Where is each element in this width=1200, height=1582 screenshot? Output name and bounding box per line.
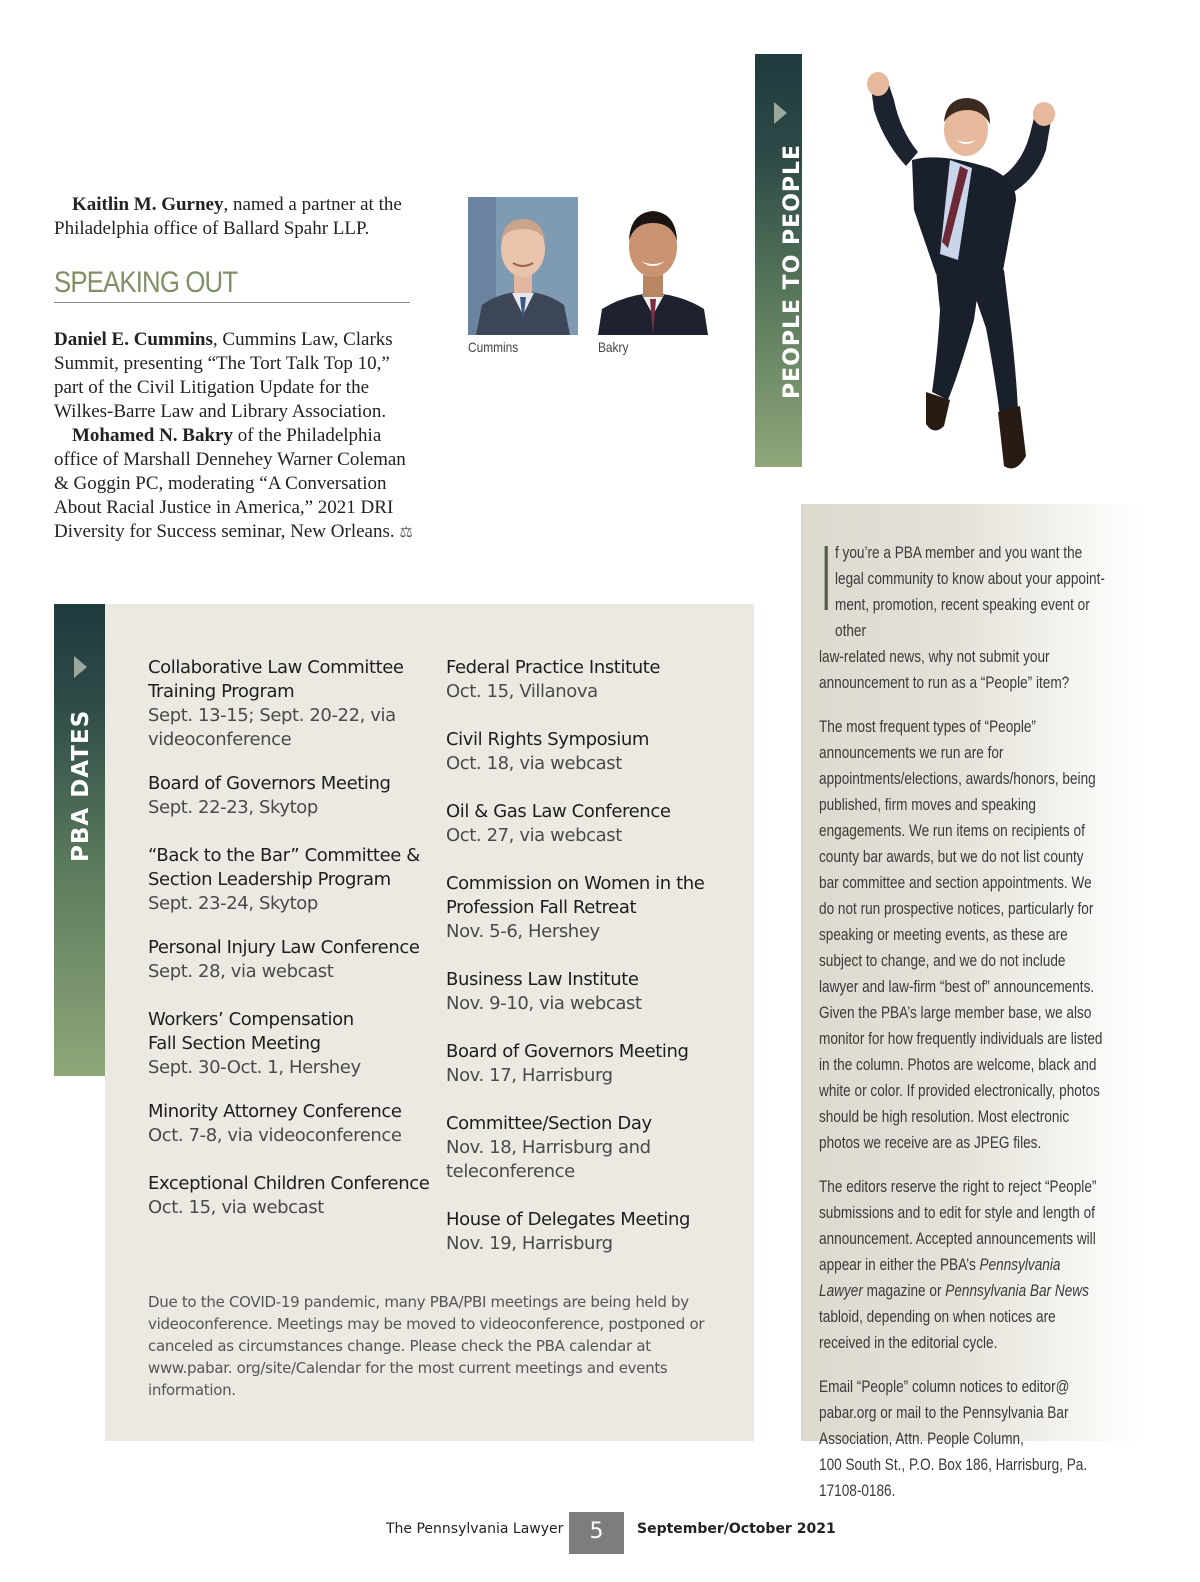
cummins-portrait	[468, 197, 578, 335]
kaitlin-text: , named a partner at the Philadelphia office of Ballard Spahr LLP.	[54, 194, 402, 239]
speaking-out-body	[54, 328, 414, 545]
event-details: Sept. 22-23, Skytop	[148, 797, 318, 818]
event-item	[446, 968, 746, 1016]
bakry-portrait	[598, 197, 708, 335]
event-details: Nov. 17, Harrisburg	[446, 1065, 613, 1086]
sidebar-intro-line: legal community to know about your appoint-	[835, 569, 1105, 588]
page-number: 5	[569, 1512, 624, 1554]
sidebar-text-run: The editors reserve the right to reject “People” submissions and to edit for style and length of announcement. Accepted announcements will appear in either the PBA’s	[819, 1177, 1097, 1274]
event-item	[446, 728, 746, 776]
event-name: Oil & Gas Law Conference	[446, 801, 671, 822]
event-item	[446, 1112, 656, 1184]
event-name: “Back to the Bar” Committee & Section Leadership Program	[148, 845, 420, 890]
event-details: Sept. 28, via webcast	[148, 961, 334, 982]
event-name: Personal Injury Law Conference	[148, 937, 420, 958]
sidebar-paragraph: The most frequent types of “People” announcements we run are for appointments/elections, awards/honors, being published, firm moves and speaking engagements. We run items on recipients of county bar awards, but we do not list county bar committee and section appointments. We do not run prospective notices, particularly for speaking or meeting events, as these are subject to change, and we do not include lawyer and law-firm “best of” announcements. Given the PBA’s large member base, we also monitor for how frequently individuals are listed in the column. Photos are welcome, black and white or color. If provided electronically, photos should be high resolution. Most electronic photos we receive are as JPEG files.	[819, 717, 1103, 1152]
event-details: Oct. 7-8, via videoconference	[148, 1125, 402, 1146]
cummins-name: Daniel E. Cummins	[54, 329, 213, 350]
event-name: Collaborative Law Committee Training Program	[148, 657, 404, 702]
event-details: Nov. 18, Harrisburg and teleconference	[446, 1137, 651, 1182]
event-item	[148, 936, 438, 984]
sidebar-intro-line: f you’re a PBA member and you want the	[835, 543, 1083, 562]
event-details: Oct. 15, via webcast	[148, 1197, 324, 1218]
event-item	[148, 1100, 438, 1148]
event-name: Minority Attorney Conference	[148, 1101, 402, 1122]
triangle-right-icon	[74, 656, 87, 678]
event-item	[446, 1208, 746, 1256]
event-item	[446, 872, 716, 944]
covid-notice: Due to the COVID-19 pandemic, many PBA/PBI meetings are being held by videoconference. Meetings may be moved to videoconference, postponed or canceled as circumstances change. Please check the PBA calendar at www.pabar. org/site/Calendar for the most current meetings and events information.	[148, 1293, 705, 1399]
sidebar-intro-rest: law-related news, why not submit your announcement to run as a “People” item?	[819, 647, 1070, 692]
event-name: Exceptional Children Conference	[148, 1173, 430, 1194]
event-name: Board of Governors Meeting	[148, 773, 391, 794]
jumping-businessman-image	[840, 70, 1070, 480]
event-item	[148, 1172, 438, 1220]
contact-line: pabar.org or mail to the Pennsylvania Bar	[819, 1403, 1069, 1422]
event-item	[446, 800, 746, 848]
footer-publication: The Pennsylvania Lawyer	[386, 1521, 564, 1537]
event-item	[148, 844, 438, 916]
event-item	[446, 1040, 746, 1088]
kaitlin-name: Kaitlin M. Gurney	[72, 194, 224, 215]
event-details: Nov. 5-6, Hershey	[446, 921, 600, 942]
event-item	[148, 772, 438, 820]
dropcap-i	[825, 546, 828, 610]
sidebar-paragraph	[819, 1174, 1107, 1356]
event-details: Sept. 23-24, Skytop	[148, 893, 318, 914]
event-details: Nov. 19, Harrisburg	[446, 1233, 613, 1254]
bakry-caption: Bakry	[598, 339, 629, 355]
event-details: Sept. 30-Oct. 1, Hershey	[148, 1057, 361, 1078]
event-details: Sept. 13-15; Sept. 20-22, via videoconference	[148, 705, 396, 750]
bakry-photo	[598, 197, 708, 335]
scales-end-mark: ⚖	[399, 525, 413, 541]
pba-dates-label: PBA DATES	[68, 709, 94, 862]
people-to-people-label: PEOPLE TO PEOPLE	[780, 143, 805, 399]
event-name: Workers’ Compensation Fall Section Meeting	[148, 1009, 354, 1054]
sidebar-intro-line: ment, promotion, recent speaking event or other	[835, 595, 1090, 640]
sidebar-text-run: tabloid, depending on when notices are received in the editorial cycle.	[819, 1307, 1056, 1352]
pba-dates-tab	[54, 604, 105, 1076]
cummins-text: , Cummins Law, Clarks Summit, presenting “The Tort Talk Top 10,” part of the Civil Litigation Update for the Wilkes-Barre Law and Library Association.	[54, 329, 393, 422]
pennsylvania-bar-news-title: Pennsylvania Bar News	[945, 1281, 1089, 1300]
sidebar-text-run: magazine or	[862, 1281, 946, 1300]
event-name: Committee/Section Day	[446, 1113, 652, 1134]
pennsylvania-lawyer-title: Pennsylvania Lawyer	[819, 1255, 1061, 1300]
kaitlin-gurney-item	[54, 193, 414, 241]
event-name: Civil Rights Symposium	[446, 729, 650, 750]
event-name: Business Law Institute	[446, 969, 639, 990]
event-name: Board of Governors Meeting	[446, 1041, 689, 1062]
contact-line: 100 South St., P.O. Box 186, Harrisburg, Pa.	[819, 1455, 1088, 1474]
sidebar-text	[819, 540, 1107, 1522]
sidebar-intro	[819, 540, 1107, 696]
cummins-caption: Cummins	[468, 339, 519, 355]
triangle-right-icon	[774, 102, 787, 124]
contact-line: Association, Attn. People Column,	[819, 1429, 1024, 1448]
bakry-name: Mohamed N. Bakry	[72, 425, 233, 446]
bakry-text: of the Philadelphia office of Marshall Dennehey Warner Coleman & Goggin PC, moderating “A Conversation About Racial Justice in America,” 2021 DRI Diversity for Success seminar, New Orleans.	[54, 425, 406, 542]
event-name: Federal Practice Institute	[446, 657, 661, 678]
contact-line: Email “People” column notices to editor@	[819, 1377, 1070, 1396]
speaking-out-heading: SPEAKING OUT	[54, 266, 410, 303]
event-item	[148, 656, 438, 752]
event-item	[446, 656, 746, 704]
event-details: Oct. 27, via webcast	[446, 825, 622, 846]
footer-issue-date: September/October 2021	[637, 1521, 836, 1537]
event-details: Oct. 15, Villanova	[446, 681, 598, 702]
event-details: Nov. 9-10, via webcast	[446, 993, 642, 1014]
event-item	[148, 1008, 378, 1080]
event-name: Commission on Women in the Profession Fall Retreat	[446, 873, 705, 918]
event-details: Oct. 18, via webcast	[446, 753, 622, 774]
contact-line: 17108-0186.	[819, 1481, 896, 1500]
event-name: House of Delegates Meeting	[446, 1209, 691, 1230]
sidebar-contact	[819, 1374, 1107, 1504]
cummins-photo	[468, 197, 578, 335]
people-to-people-tab	[755, 54, 805, 467]
